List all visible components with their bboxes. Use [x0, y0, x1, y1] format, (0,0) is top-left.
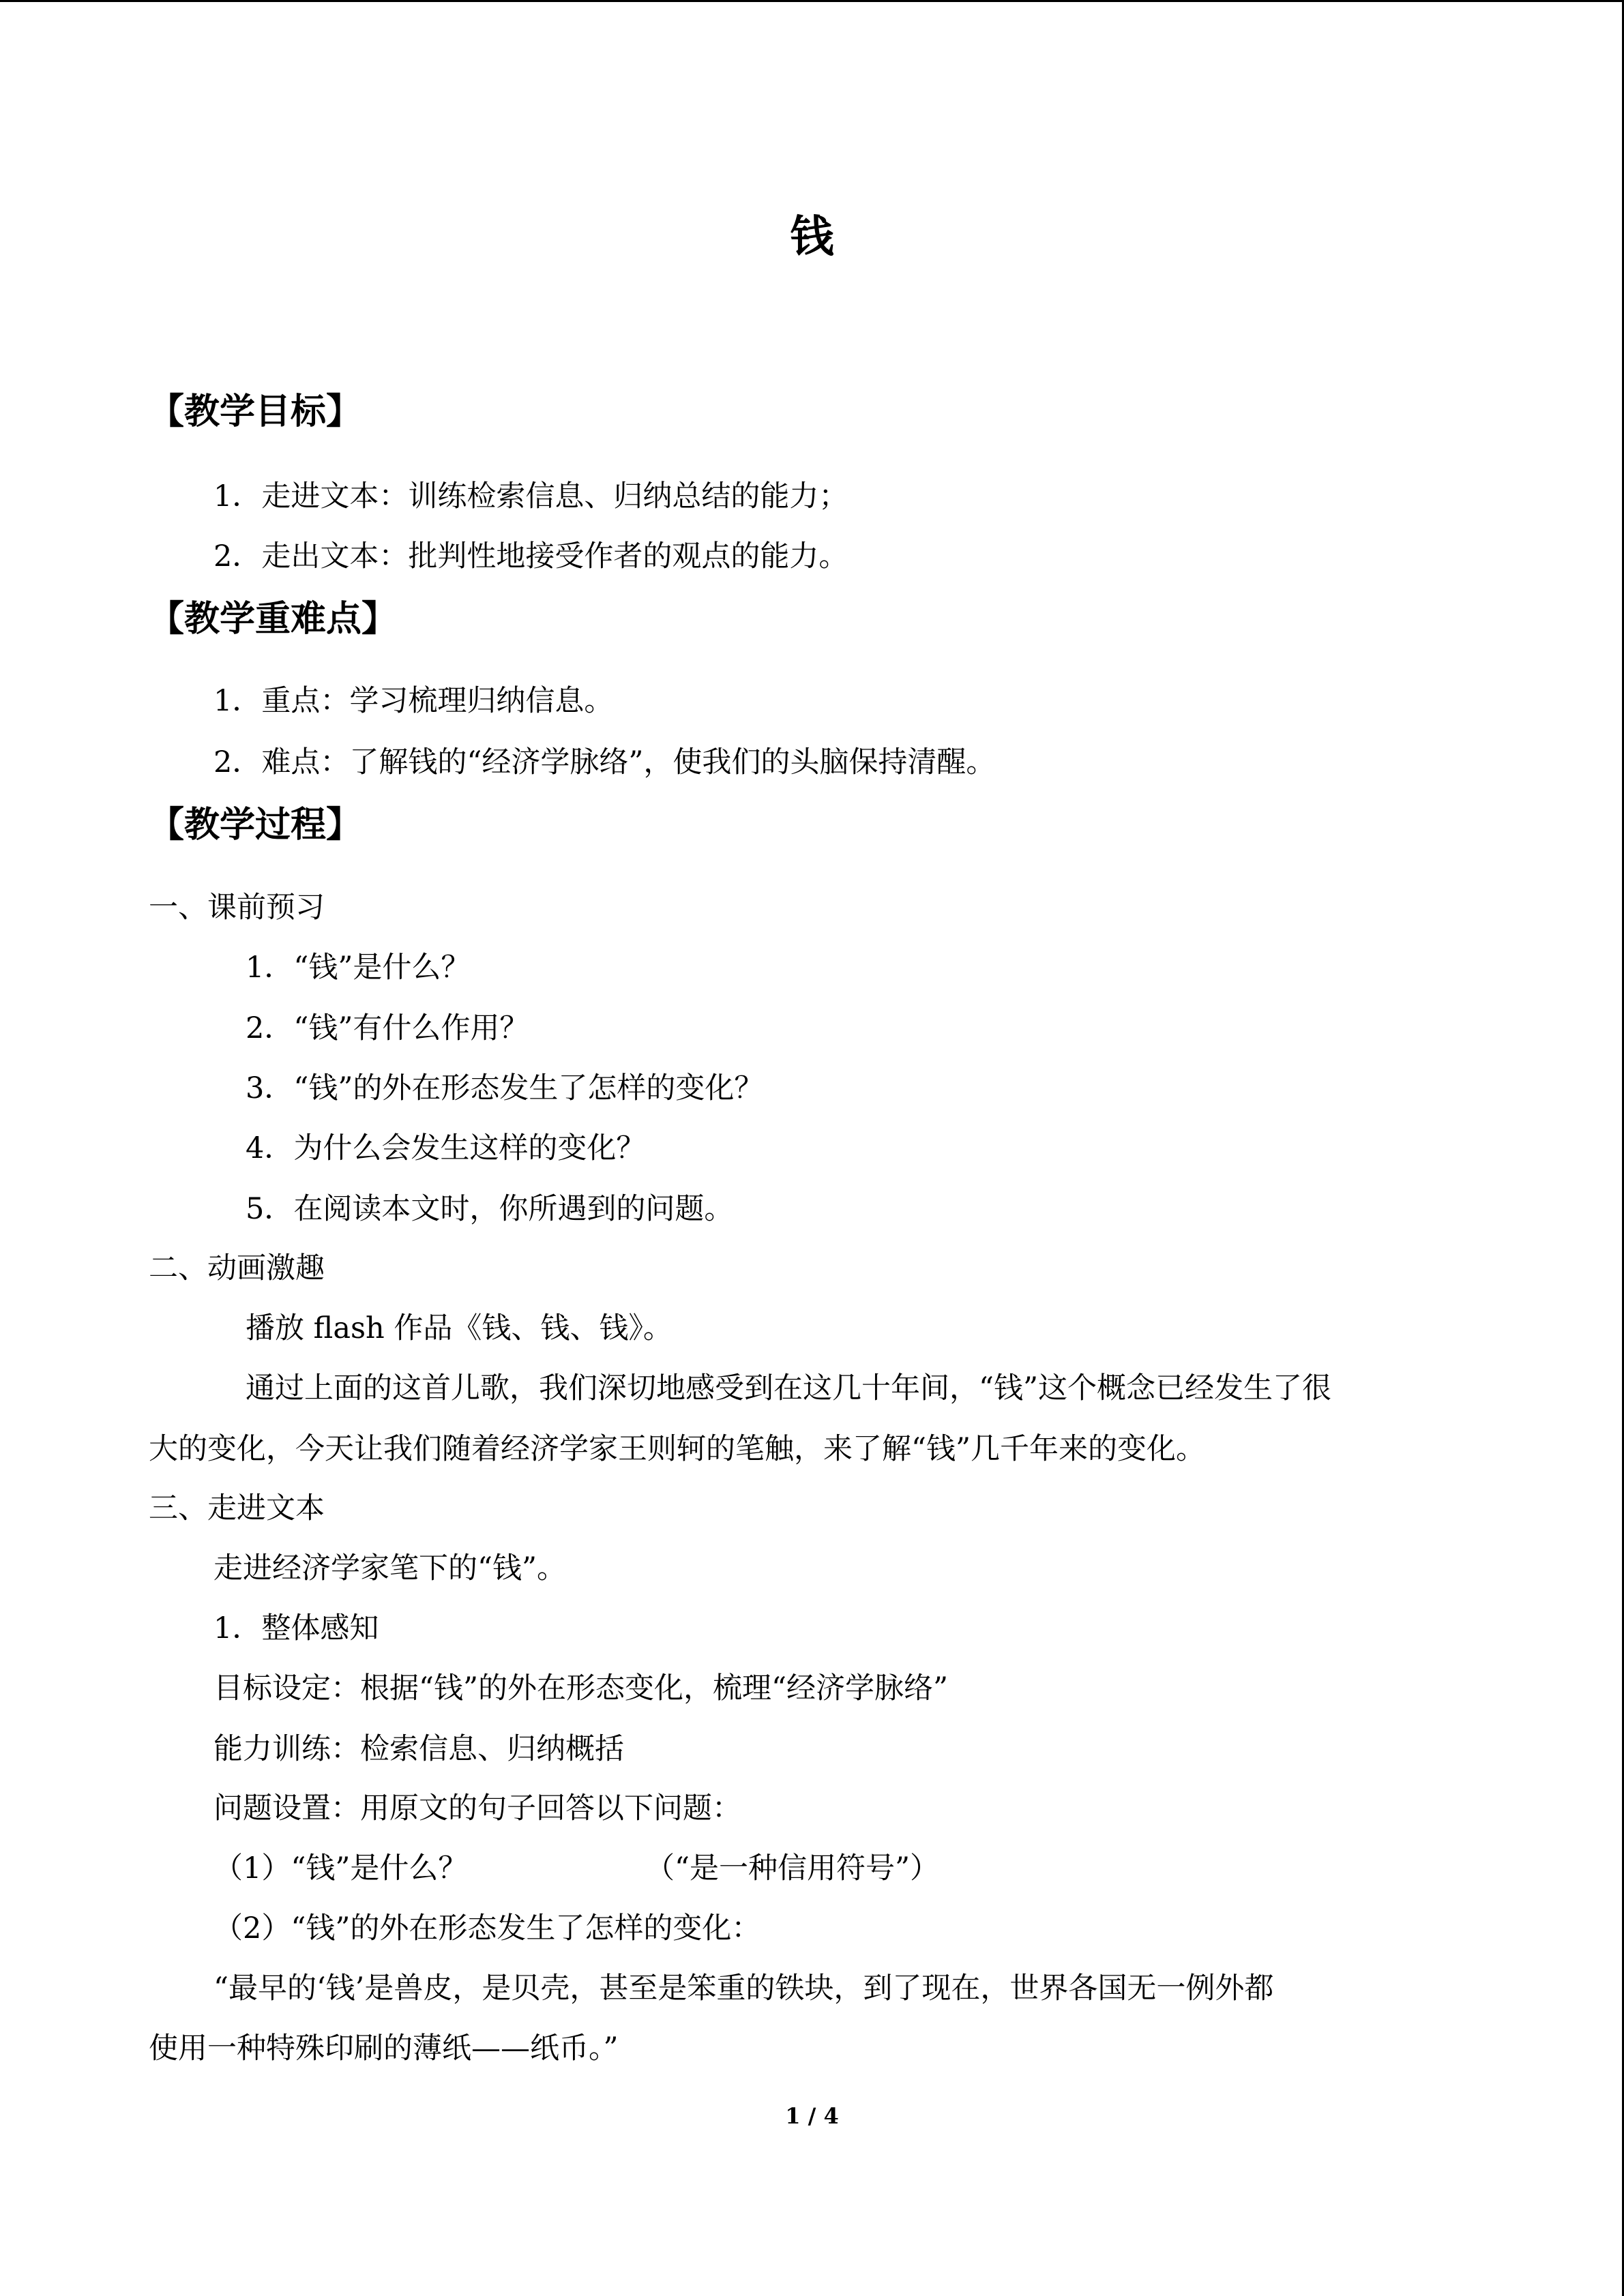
preview-question: 4．为什么会发生这样的变化？	[246, 1131, 646, 1165]
paragraph-line: 目标设定：根据“钱”的外在形态变化，梳理“经济学脉络”	[213, 1671, 948, 1705]
paragraph-line: 播放 flash 作品《钱、钱、钱》。	[246, 1311, 673, 1345]
paragraph-line: 走进经济学家笔下的“钱”。	[213, 1551, 566, 1585]
part2-heading: 二、动画激趣	[149, 1251, 325, 1285]
paragraph-line: 大的变化，今天让我们随着经济学家王则轲的笔触，来了解“钱”几千年来的变化。	[149, 1432, 1205, 1466]
difficulty-item: 2．难点：了解钱的“经济学脉络”，使我们的头脑保持清醒。	[213, 745, 996, 779]
preview-question: 3．“钱”的外在形态发生了怎样的变化？	[246, 1071, 764, 1105]
paragraph-line: 通过上面的这首儿歌，我们深切地感受到在这几十年间，“钱”这个概念已经发生了很	[246, 1371, 1331, 1405]
part1-heading: 一、课前预习	[149, 891, 325, 925]
question-1: （1）“钱”是什么？	[213, 1851, 468, 1885]
preview-question: 1．“钱”是什么？	[246, 951, 471, 985]
question-1-answer: （“是一种信用符号”）	[645, 1851, 939, 1885]
preview-question: 5．在阅读本文时，你所遇到的问题。	[246, 1192, 734, 1226]
goal-item: 2．走出文本：批判性地接受作者的观点的能力。	[213, 539, 848, 573]
question-2: （2）“钱”的外在形态发生了怎样的变化：	[213, 1911, 761, 1945]
page-title: 钱	[790, 211, 834, 263]
goals-heading: 【教学目标】	[149, 391, 362, 432]
page-top-border	[0, 0, 1624, 2]
page-number: 1 / 4	[785, 2103, 839, 2129]
paragraph-line: 问题设置：用原文的句子回答以下问题：	[213, 1791, 741, 1825]
goal-item: 1．走进文本：训练检索信息、归纳总结的能力；	[213, 479, 848, 513]
preview-question: 2．“钱”有什么作用？	[246, 1011, 529, 1045]
difficulty-item: 1．重点：学习梳理归纳信息。	[213, 684, 614, 718]
paragraph-line: 1．整体感知	[213, 1611, 379, 1645]
paragraph-line: 能力训练：检索信息、归纳概括	[213, 1732, 624, 1766]
difficulty-heading: 【教学重难点】	[149, 598, 398, 640]
quote-line: 使用一种特殊印刷的薄纸——纸币。”	[149, 2031, 619, 2066]
process-heading: 【教学过程】	[149, 804, 362, 846]
part3-heading: 三、走进文本	[149, 1491, 325, 1525]
quote-line: “最早的‘钱’是兽皮，是贝壳，甚至是笨重的铁块，到了现在，世界各国无一例外都	[213, 1971, 1274, 2006]
